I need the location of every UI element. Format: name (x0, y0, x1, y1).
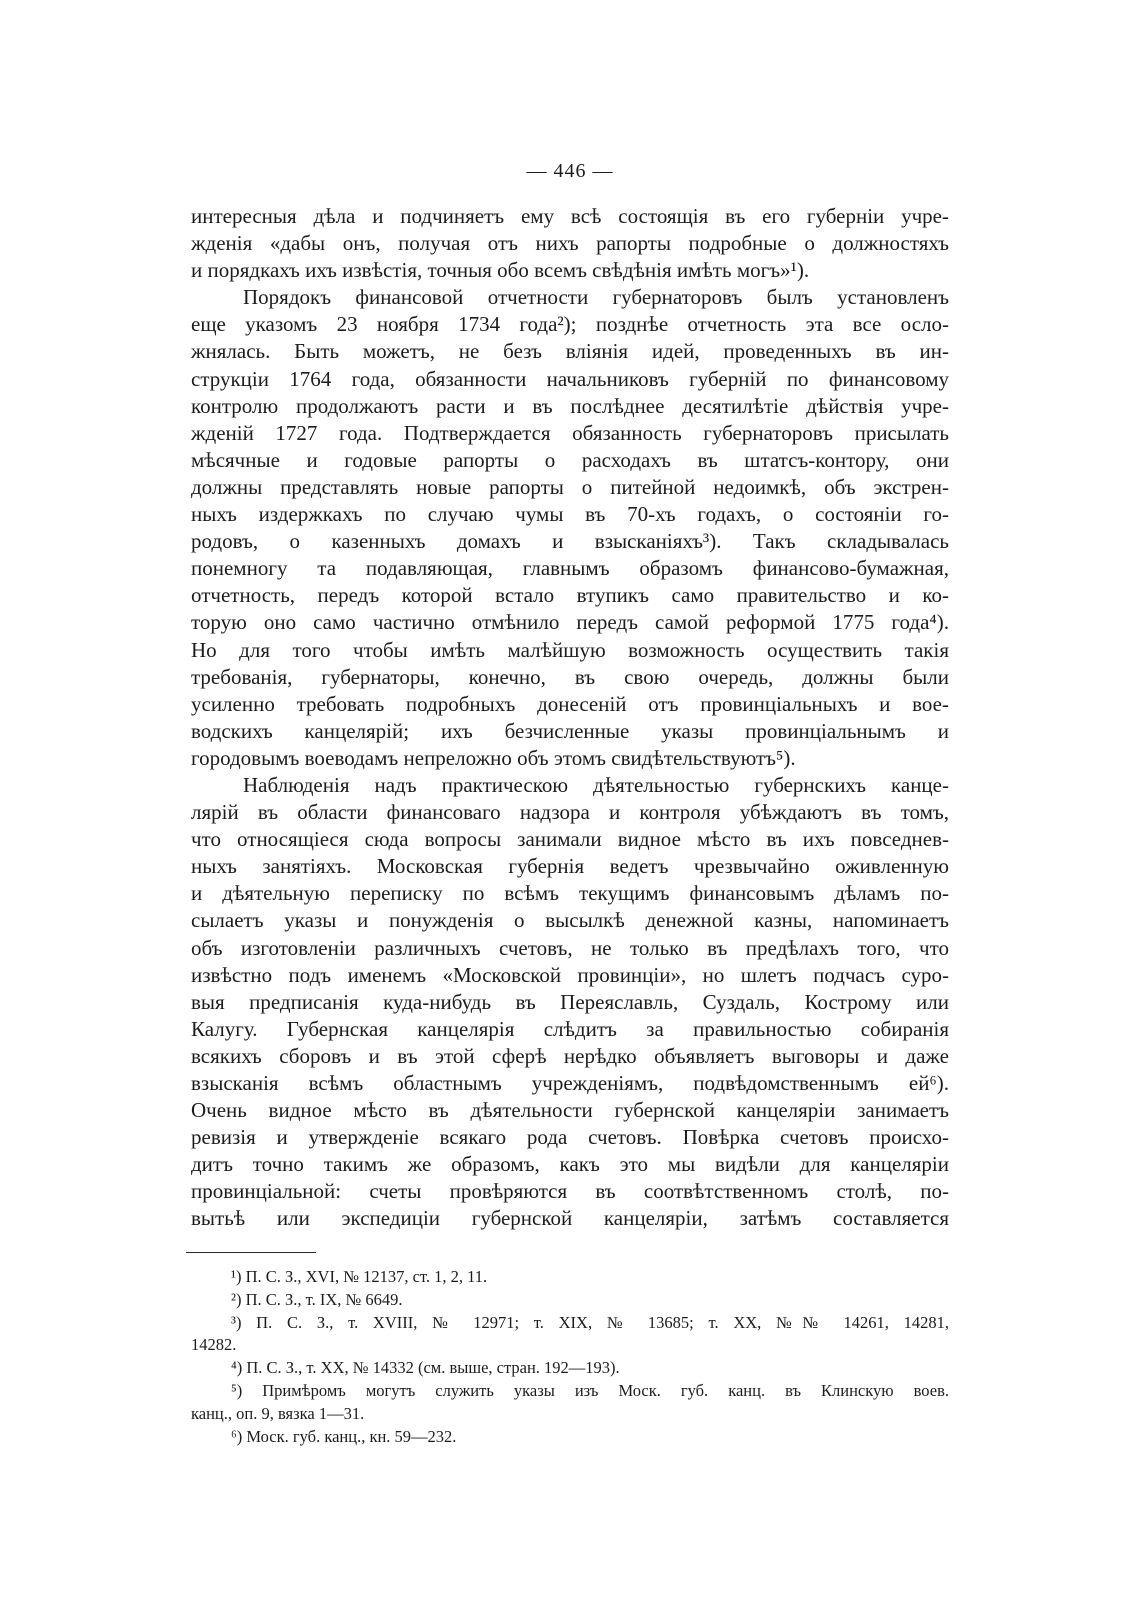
text-line: Наблюденія надъ практическою дѣятельностью губернскихъ канце- (243, 772, 949, 797)
footnote-line: ⁶) Моск. губ. канц., кн. 59—232. (231, 1426, 457, 1446)
text-line: усиленно требовать подробныхъ донесеній отъ провинціальныхъ и вое- (191, 691, 949, 716)
text-line: понемногу та подавляющая, главнымъ образомъ финансово-бумажная, (191, 556, 949, 581)
footnote-separator (186, 1252, 316, 1253)
text-line: извѣстно подъ именемъ «Московской провинціи», но шлетъ подчасъ суро- (191, 962, 949, 987)
footnotes (191, 1266, 949, 1448)
text-line: родовъ, о казенныхъ домахъ и взысканіяхъ³). Такъ складывалась (191, 529, 949, 554)
footnote-line: ²) П. С. З., т. IX, № 6649. (231, 1289, 403, 1309)
text-line: что относящіеся сюда вопросы занимали видное мѣсто въ ихъ повседнев- (191, 827, 949, 852)
text-line: вытьѣ или экспедиціи губернской канцеляріи, затѣмъ составляется (191, 1206, 949, 1231)
footnote-line: 14282. (191, 1335, 237, 1355)
text-line: ревизія и утвержденіе всякаго рода счетовъ. Повѣрка счетовъ происхо- (191, 1125, 949, 1150)
text-line: требованія, губернаторы, конечно, въ свою очередь, должны были (191, 664, 949, 689)
text-line: Калугу. Губернская канцелярія слѣдитъ за правильностью собиранія (191, 1016, 949, 1041)
text-line: сылаетъ указы и понужденія о высылкѣ денежной казны, напоминаетъ (191, 908, 949, 933)
main-text (191, 203, 949, 1233)
text-line: провинціальной: счеты провѣряются въ соотвѣтственномъ столѣ, по- (191, 1179, 949, 1204)
text-line: выя предписанія куда-нибудь въ Переяславль, Суздаль, Кострому или (191, 989, 949, 1014)
text-line: и дѣятельную переписку по всѣмъ текущимъ финансовымъ дѣламъ по- (191, 881, 949, 906)
text-line: городовымъ воеводамъ непреложно объ этомъ свидѣтельствуютъ⁵). (191, 745, 796, 770)
footnote-line: ⁵) Примѣромъ могутъ служить указы изъ Моск. губ. канц. въ Клинскую воев. (231, 1380, 949, 1400)
text-line: торую оно само частично отмѣнило передъ самой реформой 1775 года⁴). (191, 610, 949, 635)
text-line: еще указомъ 23 ноября 1734 года²); позднѣе отчетность эта все осло- (191, 312, 949, 337)
text-line: ныхъ издержкахъ по случаю чумы въ 70-хъ годахъ, о состояніи го- (191, 502, 949, 527)
text-line: должны представлять новые рапорты о питейной недоимкѣ, объ экстрен- (191, 474, 949, 499)
text-line: лярій въ области финансоваго надзора и контроля убѣждаютъ въ томъ, (191, 800, 949, 825)
text-line: Очень видное мѣсто въ дѣятельности губернской канцеляріи занимаетъ (191, 1098, 949, 1123)
text-line: дитъ точно такимъ же образомъ, какъ это мы видѣли для канцеляріи (191, 1152, 949, 1177)
text-line: Но для того чтобы имѣть малѣйшую возможность осуществить такія (191, 637, 949, 662)
text-line: интересныя дѣла и подчиняетъ ему всѣ состоящія въ его губерніи учре- (191, 204, 949, 228)
text-line: взысканія всѣмъ областнымъ учрежденіямъ, подвѣдомственнымъ ей⁶). (191, 1071, 949, 1095)
footnote-line: ³) П. С. З., т. XVIII, № 12971; т. XIX, № 13685; т. XX, №№ 14261, 14281, (231, 1312, 949, 1332)
footnote-line: канц., оп. 9, вязка 1—31. (191, 1403, 365, 1423)
text-line: и порядкахъ ихъ извѣстія, точныя обо всемъ свѣдѣнія имѣть могъ»¹). (191, 258, 810, 283)
footnote-line: ¹) П. С. З., XVI, № 12137, ст. 1, 2, 11. (231, 1267, 488, 1286)
text-line: жнялась. Быть можетъ, не безъ вліянія идей, проведенныхъ въ ин- (191, 339, 949, 364)
text-line: объ изготовленіи различныхъ счетовъ, не только въ предѣлахъ того, что (191, 935, 949, 960)
text-line: ныхъ занятіяхъ. Московская губернія ведетъ чрезвычайно оживленную (191, 854, 949, 879)
text-line: жденій 1727 года. Подтверждается обязанность губернаторовъ присылать (191, 420, 949, 445)
page-number: — 446 — (526, 160, 614, 182)
text-line: Порядокъ финансовой отчетности губернаторовъ былъ установленъ (243, 285, 949, 310)
text-line: мѣсячные и годовые рапорты о расходахъ въ штатсъ-контору, они (191, 447, 949, 472)
text-line: жденія «дабы онъ, получая отъ нихъ рапорты подробные о должностяхъ (191, 231, 949, 256)
text-line: отчетность, передъ которой встало втупикъ само правительство и ко- (191, 583, 949, 608)
footnote-line: ⁴) П. С. З., т. XX, № 14332 (см. выше, стран. 192—193). (231, 1358, 620, 1378)
text-line: всякихъ сборовъ и въ этой сферѣ нерѣдко объявляетъ выговоры и даже (191, 1043, 949, 1068)
text-line: струкціи 1764 года, обязанности начальниковъ губерній по финансовому (191, 366, 949, 391)
text-line: водскихъ канцелярій; ихъ безчисленные указы провинціальнымъ и (191, 718, 949, 743)
text-line: контролю продолжаютъ расти и въ послѣднее десятилѣтіе дѣйствія учре- (191, 393, 949, 418)
